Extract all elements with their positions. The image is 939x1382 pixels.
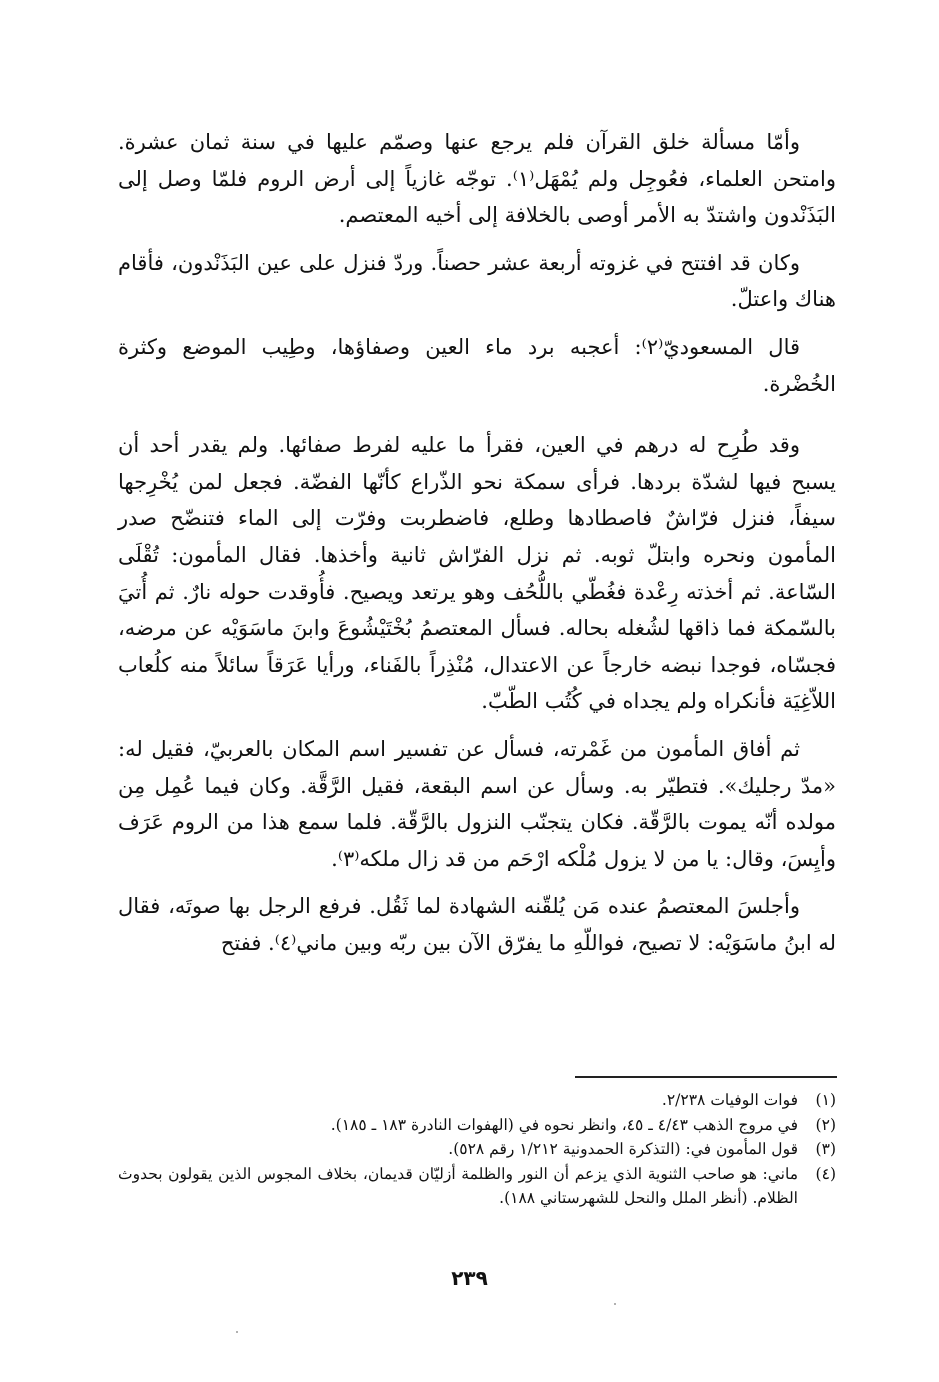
page-number: ٢٣٩ [451,1266,488,1290]
paragraph: وقد طُرِح له درهم في العين، فقرأ ما عليه لفرط صفائها. ولم يقدر أحد أن يسبح فيها لشدّة بردها. فرأى سمكة نحو الذّراع كأنّها الفضّة. فجعل لمن يُخْرِجها سيفاً، فنزل فرّاشٌ فاصطادها وطلع، فاضطربت وفرّت إلى الماء فتنضّح صدر المأمون ونحره وابتلّ ثوبه. ثم نزل الفرّاش ثانية وأخذها. فقال المأمون: تُقْلَى السّاعة. ثم أخذته رِعْدة فغُطّي باللُّحُف وهو يرتعد ويصيح. فأُوقدت حوله نارٌ. ثم أُتيَ بالسّمكة فما ذاقها لشُغله بحاله. فسأل المعتصمُ بُخْتَيْشُوعَ وابنَ ماسَوَيْه عن مرضه، فجسّاه، فوجدا نبضه خارجاً عن الاعتدال، مُنْذِراً بالفَناء، ورأيا عَرَقاً سائلاً منه كلُعاب اللاّغِيَة فأنكراه ولم يجداه في كُتُب الطّبّ. [118,433,836,714]
footnote-number: (٤) [815,1164,836,1183]
footnote-text: ماني: هو صاحب الثنوية الذي يزعم أن النور والظلمة أزليّان قديمان، بخلاف المجوس الذين يقولون بحدوث الظلام. (أنظر الملل والنحل للشهرستاني ١٨٨). [118,1164,798,1207]
scan-speck [614,1303,616,1305]
footnote-item [118,1113,836,1138]
footnotes [118,1088,836,1211]
footnote-text: فوات الوفيات ٢/٢٣٨. [661,1091,798,1109]
paragraph: وأمّا مسألة خلق القرآن فلم يرجع عنها وصمّم عليها في سنة ثمان عشرة. وامتحن العلماء، فعُوجِل ولم يُمْهَل⁽١⁾. توجّه غازياً إلى أرض الروم فلمّا وصل إلى البَذَنْدون واشتدّ به الأمر أوصى بالخلافة إلى أخيه المعتصم. [118,130,836,228]
paragraph: ثم أفاق المأمون من غَمْرته، فسأل عن تفسير اسم المكان بالعربيّ، فقيل له: «مدّ رجليك». فتطيّر به. وسأل عن اسم البقعة، فقيل الرَّقَّة. وكان فيما عُمِل مِن مولده أنّه يموت بالرَّقّة. فكان يتجنّب النزول بالرَّقّة. فلما سمع هذا من الروم عَرَف وأيِسَ، وقال: يا من لا يزول مُلْكه ارْحَم من قد زال ملكه⁽٣⁾. [118,736,836,871]
footnote-item [118,1137,836,1162]
paragraph: وأجلسَ المعتصمُ عنده مَن يُلقّنه الشهادة لما ثَقُل. فرفع الرجل بها صوتَه، فقال له ابنُ ماسَوَيْه: لا تصيح، فواللّهِ ما يفرّق الآن بين ربّه وبين ماني⁽٤⁾. ففتح [118,894,836,955]
footnote-separator [575,1076,837,1078]
footnote-number: (٢) [815,1115,836,1134]
footnote-number: (١) [815,1091,836,1109]
footnote-text: قول المأمون في: (التذكرة الحمدونية ١/٢١٢ رقم ٥٢٨). [448,1140,798,1158]
paragraph: قال المسعوديّ⁽٢⁾: أعجبه برد ماء العين وصفاؤها، وطِيب الموضع وكثرة الخُضْرة. [118,334,836,396]
footnote-text: في مروج الذهب ٤/٤٣ ـ ٤٥، وانظر نحوه في (الهفوات النادرة ١٨٣ ـ ١٨٥). [330,1115,798,1134]
scan-speck [236,1331,238,1333]
footnote-number: (٣) [815,1140,836,1158]
footnote-item [118,1088,836,1113]
body-text [118,124,836,972]
footnote-item [118,1162,836,1211]
paragraph: وكان قد افتتح في غزوته أربعة عشر حصناً. وردّ فنزل على عين البَذَنْدون، فأقام هناك واعتلّ. [118,250,836,312]
